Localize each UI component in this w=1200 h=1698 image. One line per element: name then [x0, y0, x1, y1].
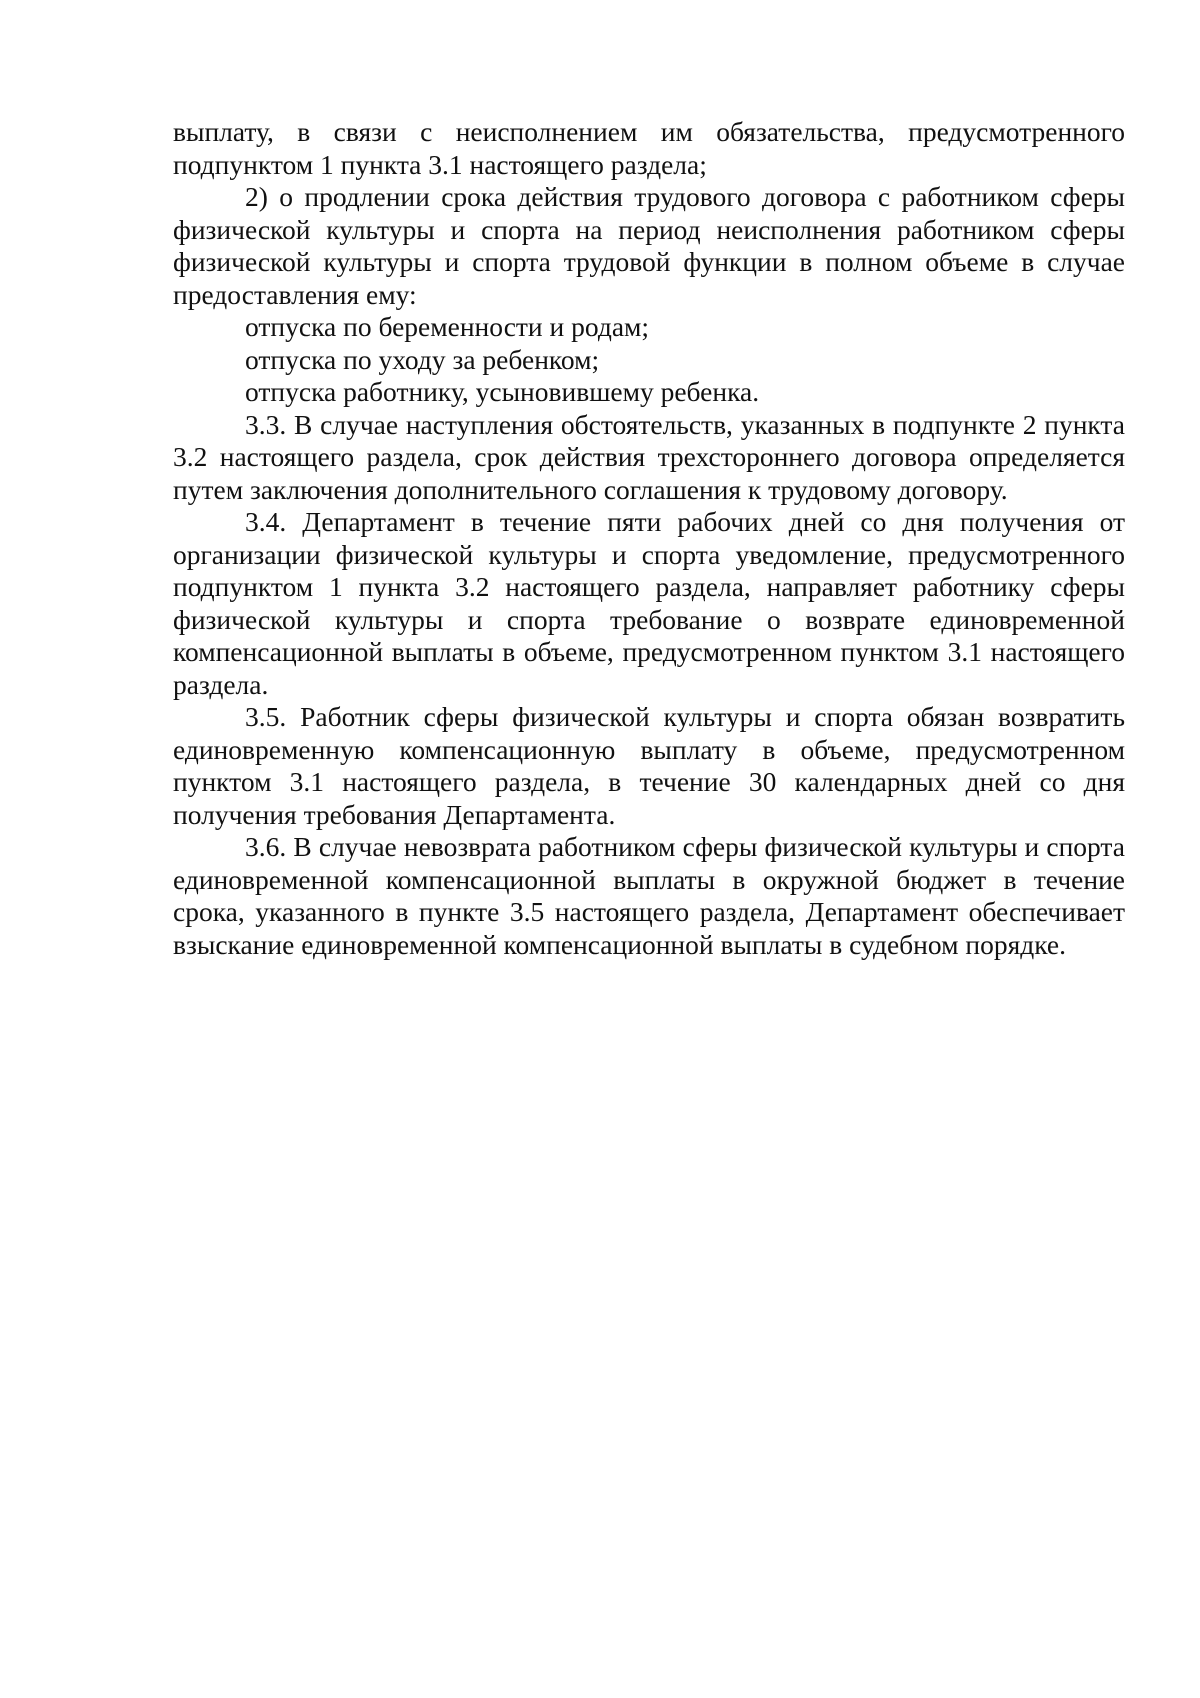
list-item-adoption-leave: отпуска работнику, усыновившему ребенка. [245, 376, 760, 407]
list-item-childcare-leave: отпуска по уходу за ребенком; [245, 343, 600, 375]
paragraph-continuation: выплату, в связи с неисполнением им обязательства, предусмотренного подпунктом 1 пункта 3.1 настоящего раздела; [173, 116, 1125, 180]
paragraph-3-5: 3.5. Работник сферы физической культуры и спорта обязан возвратить единовременную компенсационную выплату в объеме, предусмотренном пунктом 3.1 настоящего раздела, в течение 30 календарных дней со дня получения требования Департамента. [173, 701, 1125, 830]
document-body [173, 116, 1125, 961]
paragraph-subitem-2: 2) о продлении срока действия трудового договора с работником сферы физической культуры и спорта на период неисполнения работником сферы физической культуры и спорта трудовой функции в полном объеме в случае предоставления ему: [173, 181, 1125, 310]
list-item-maternity-leave: отпуска по беременности и родам; [245, 311, 650, 342]
paragraph-3-3: 3.3. В случае наступления обстоятельств, указанных в подпункте 2 пункта 3.2 настоящего раздела, срок действия трехстороннего договора определяется путем заключения дополнительного соглашения к трудовому договору. [173, 408, 1125, 505]
paragraph-3-4: 3.4. Департамент в течение пяти рабочих дней со дня получения от организации физической культуры и спорта уведомление, предусмотренного подпунктом 1 пункта 3.2 настоящего раздела, направляет работнику сферы физической культуры и спорта требование о возврате единовременной компенсационной выплаты в объеме, предусмотренном пунктом 3.1 настоящего раздела. [173, 506, 1125, 700]
paragraph-3-6: 3.6. В случае невозврата работником сферы физической культуры и спорта единовременной компенсационной выплаты в окружной бюджет в течение срока, указанного в пункте 3.5 настоящего раздела, Департамент обеспечивает взыскание единовременной компенсационной выплаты в судебном порядке. [173, 831, 1125, 960]
